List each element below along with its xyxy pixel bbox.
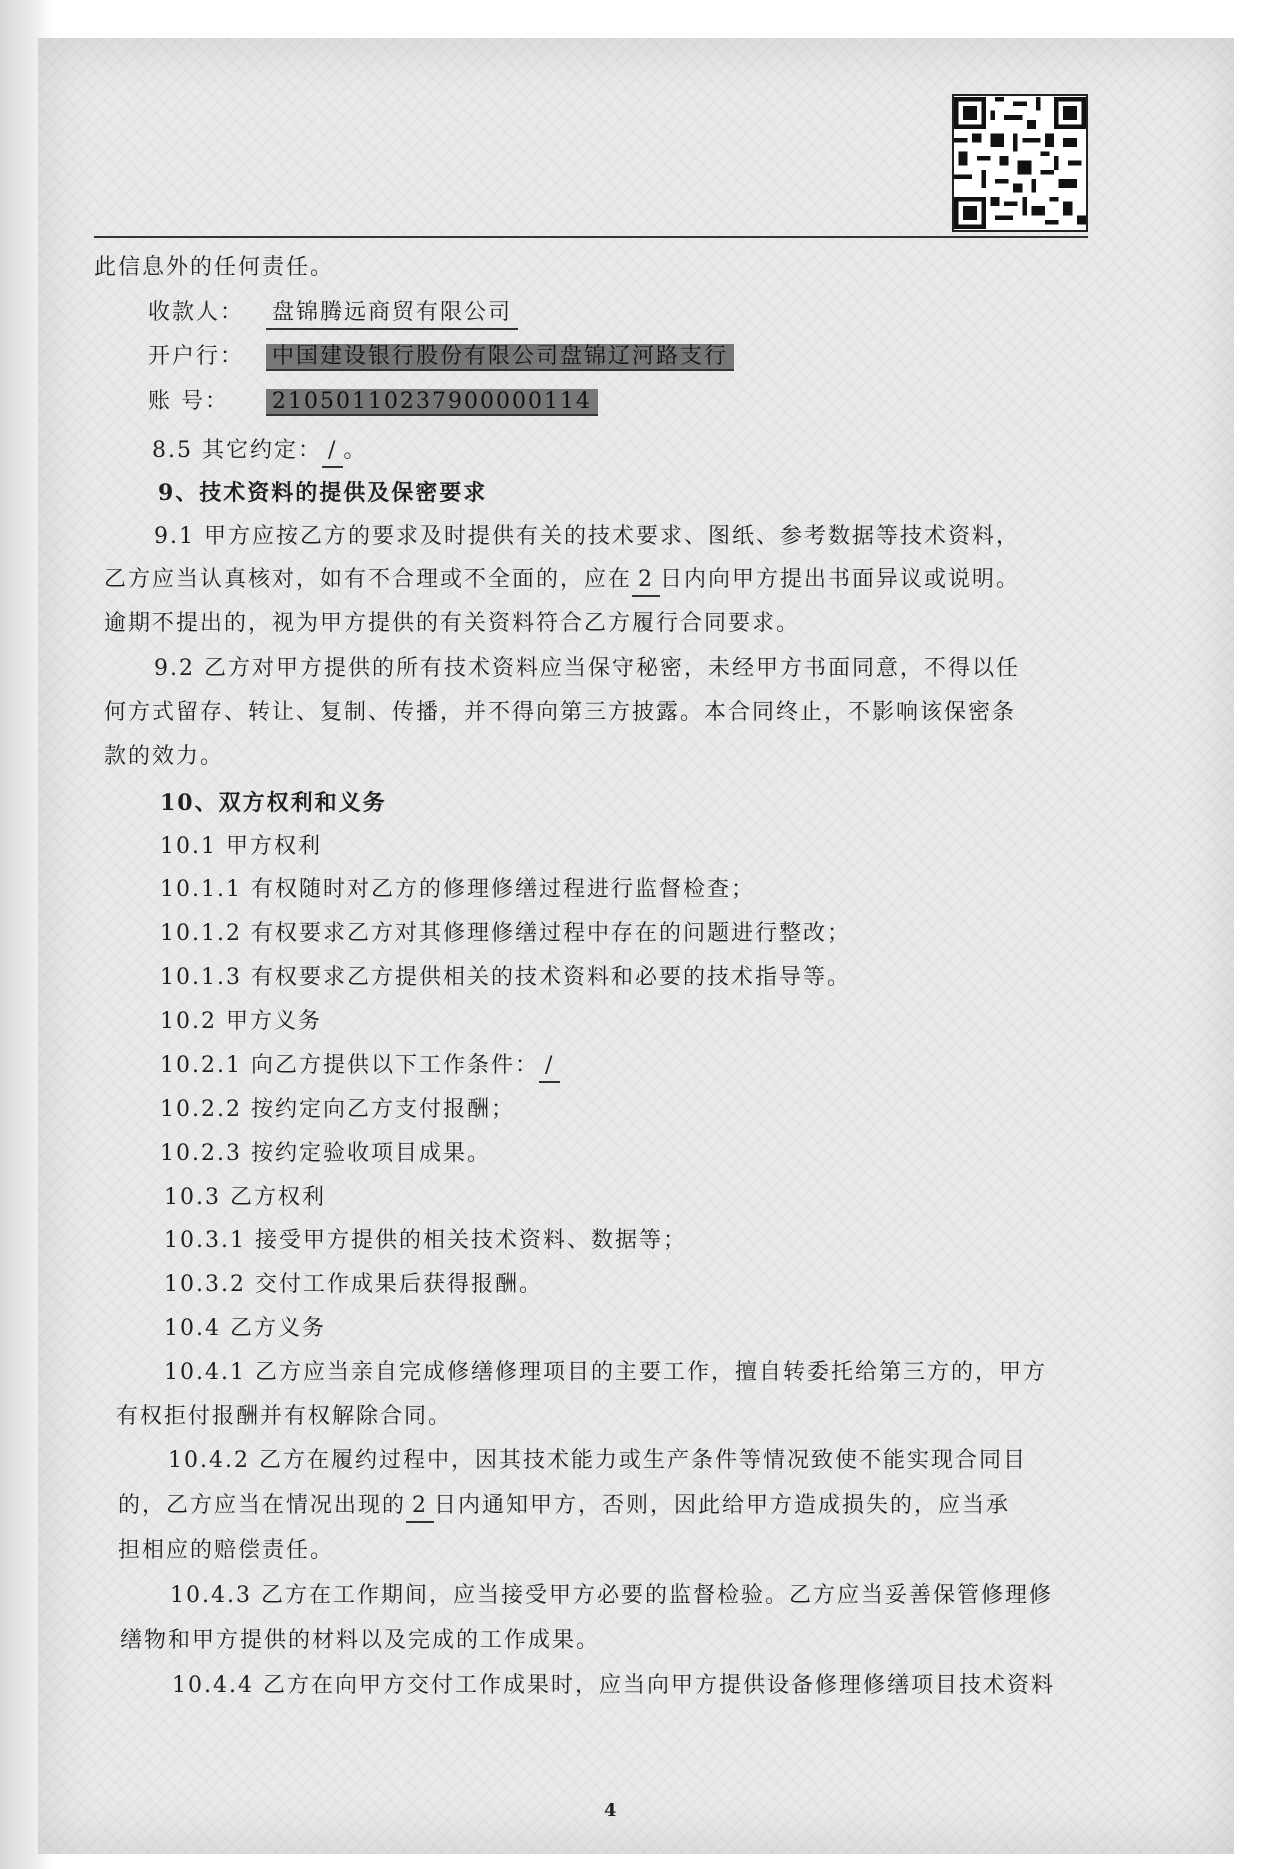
payee-bank-row — [148, 342, 734, 372]
clause-8-5-value: / — [322, 436, 343, 468]
clause-10-4-1-line-2: 有权拒付报酬并有权解除合同。 — [116, 1404, 453, 1429]
clause-9-1-line-2 — [104, 565, 1020, 597]
payee-account-value: 21050110237900000114 — [266, 389, 598, 416]
clause-10-3-1: 10.3.1 接受甲方提供的相关技术资料、数据等； — [164, 1228, 687, 1253]
clause-10-4-2-line-1: 10.4.2 乙方在履约过程中，因其技术能力或生产条件等情况致使不能实现合同目 — [168, 1448, 1027, 1473]
continuation-text: 此信息外的任何责任。 — [94, 255, 335, 280]
payee-name-row — [148, 298, 518, 330]
clause-10-2-1-value: / — [539, 1051, 560, 1083]
clause-9-1-line-3: 逾期不提出的，视为甲方提供的有关资料符合乙方履行合同要求。 — [104, 611, 801, 636]
section-9-title: 9、技术资料的提供及保密要求 — [158, 480, 488, 506]
payee-account-label: 账 号： — [148, 389, 229, 414]
clause-10-1-1: 10.1.1 有权随时对乙方的修理修缮过程进行监督检查； — [160, 877, 755, 902]
clause-10-2-1 — [160, 1051, 560, 1083]
clause-10-4: 10.4 乙方义务 — [164, 1316, 326, 1341]
clause-10-2: 10.2 甲方义务 — [160, 1009, 322, 1034]
clause-10-4-2-text-a: 的，乙方应当在情况出现的 — [118, 1493, 407, 1518]
clause-10-2-2: 10.2.2 按约定向乙方支付报酬； — [160, 1097, 515, 1122]
clause-9-1-days: 2 — [632, 565, 660, 597]
clause-10-4-1-line-1: 10.4.1 乙方应当亲自完成修缮修理项目的主要工作，擅自转委托给第三方的，甲方 — [164, 1360, 1047, 1385]
page-number: 4 — [604, 1800, 617, 1821]
clause-10-4-2-text-b: 日内通知甲方，否则，因此给甲方造成损失的，应当承 — [434, 1493, 1011, 1518]
clause-9-2-line-2: 何方式留存、转让、复制、传播，并不得向第三方披露。本合同终止，不影响该保密条 — [104, 700, 1017, 725]
clause-10-1-3: 10.1.3 有权要求乙方提供相关的技术资料和必要的技术指导等。 — [160, 965, 851, 990]
clause-8-5-suffix: 。 — [343, 438, 368, 463]
payee-name-label: 收款人： — [148, 300, 245, 325]
clause-10-3: 10.3 乙方权利 — [164, 1185, 326, 1210]
clause-10-2-1-text: 10.2.1 向乙方提供以下工作条件： — [160, 1053, 539, 1078]
clause-10-3-2: 10.3.2 交付工作成果后获得报酬。 — [164, 1272, 543, 1297]
clause-10-4-2-line-2 — [118, 1491, 1010, 1523]
clause-9-1-text-b: 日内向甲方提出书面异议或说明。 — [660, 567, 1021, 592]
clause-10-4-3-line-2: 缮物和甲方提供的材料以及完成的工作成果。 — [120, 1628, 601, 1653]
clause-8-5-prefix: 8.5 其它约定： — [152, 438, 322, 463]
clause-8-5 — [152, 436, 367, 468]
clause-9-2-line-1: 9.2 乙方对甲方提供的所有技术资料应当保守秘密，未经甲方书面同意，不得以任 — [154, 656, 1020, 681]
payee-bank-label: 开户行： — [148, 344, 245, 369]
clause-9-1-line-1: 9.1 甲方应按乙方的要求及时提供有关的技术要求、图纸、参考数据等技术资料， — [154, 524, 1020, 549]
qr-code-icon — [952, 94, 1088, 232]
payee-name-value: 盘锦腾远商贸有限公司 — [266, 298, 518, 330]
clause-10-4-3-line-1: 10.4.3 乙方在工作期间，应当接受甲方必要的监督检验。乙方应当妥善保管修理修 — [170, 1583, 1053, 1608]
payee-account-row — [148, 387, 598, 417]
clause-10-4-4-line-1: 10.4.4 乙方在向甲方交付工作成果时，应当向甲方提供设备修理修缮项目技术资料 — [172, 1673, 1055, 1698]
clause-10-4-2-days: 2 — [406, 1491, 434, 1523]
clause-9-1-text-a: 乙方应当认真核对，如有不合理或不全面的，应在 — [104, 567, 633, 592]
clause-10-1: 10.1 甲方权利 — [160, 834, 322, 859]
clause-10-2-3: 10.2.3 按约定验收项目成果。 — [160, 1141, 491, 1166]
clause-10-4-2-line-3: 担相应的赔偿责任。 — [118, 1538, 335, 1563]
payee-bank-value: 中国建设银行股份有限公司盘锦辽河路支行 — [266, 344, 734, 371]
section-10-title: 10、双方权利和义务 — [160, 790, 387, 816]
header-rule — [94, 236, 1088, 238]
clause-10-1-2: 10.1.2 有权要求乙方对其修理修缮过程中存在的问题进行整改； — [160, 921, 851, 946]
clause-9-2-line-3: 款的效力。 — [104, 744, 225, 769]
